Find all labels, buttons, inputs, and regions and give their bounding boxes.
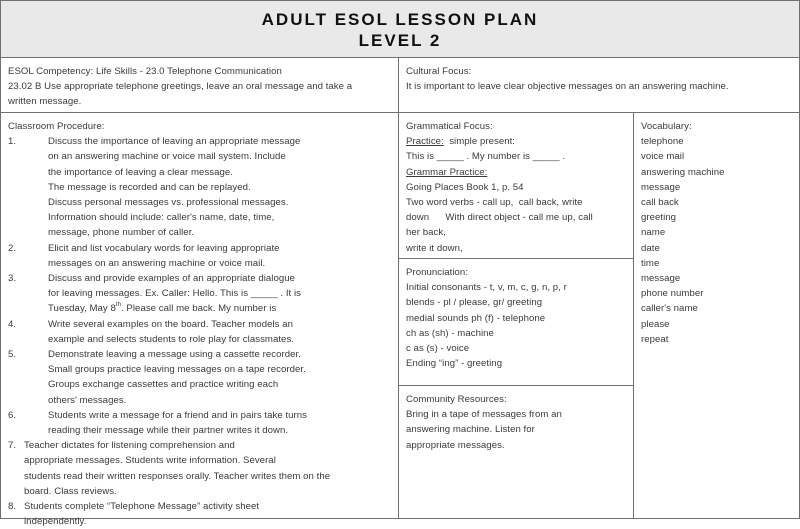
community-line: appropriate messages.	[406, 439, 505, 451]
procedure-step	[8, 347, 392, 408]
competency-line: written message.	[8, 96, 82, 108]
step-line: Tuesday, May 8th. Please call me back. My number is	[48, 302, 277, 315]
step-line: others' messages.	[48, 394, 127, 406]
grammar-verbs-line: Two word verbs - call up, call back, write	[406, 197, 583, 209]
pronunciation-line: blends - pl / please, gr/ greeting	[406, 297, 543, 309]
procedure-step	[8, 271, 392, 317]
pronunciation-line: Ending “ing” - greeting	[406, 358, 503, 370]
step-line: Discuss and provide examples of an appropriate dialogue	[48, 273, 296, 285]
step-number: 7.	[8, 440, 17, 452]
step-line: appropriate messages. Students write information. Several	[24, 455, 276, 467]
cultural-focus-text: It is important to leave clear objective messages on an answering machine.	[406, 81, 729, 93]
step-line: Discuss personal messages vs. professional messages.	[48, 197, 289, 209]
community-line: Bring in a tape of messages from an	[406, 409, 562, 421]
step-line: example and selects students to role play for classmates.	[48, 333, 295, 345]
vocabulary-word: phone number	[641, 288, 704, 300]
competency-cell	[0, 57, 399, 113]
procedure-step	[8, 408, 392, 438]
vocabulary-word: voice mail	[641, 151, 685, 163]
community-label: Community Resources:	[406, 394, 507, 405]
vocabulary-word: message	[641, 181, 681, 193]
procedure-step	[8, 438, 392, 499]
step-line: Students write a message for a friend and in pairs take turns	[48, 409, 308, 421]
vocabulary-word: name	[641, 227, 666, 239]
pronunciation-line: ch as (sh) - machine	[406, 327, 494, 339]
step-line: for leaving messages. Ex. Caller: Hello. This is _____ . It is	[48, 288, 302, 300]
step-line: students read their written responses orally. Teacher writes them on the	[24, 470, 331, 482]
step-line: Write several examples on the board. Teacher models an	[48, 318, 293, 330]
pronunciation-cell	[398, 258, 634, 386]
vocabulary-word: call back	[641, 197, 679, 209]
pronunciation-label: Pronunciation:	[406, 267, 469, 278]
vocabulary-word: please	[641, 318, 670, 330]
procedure-step	[8, 499, 392, 529]
procedure-label: Classroom Procedure:	[8, 121, 105, 132]
step-line: Elicit and list vocabulary words for leaving appropriate	[48, 242, 280, 254]
step-number: 8.	[8, 501, 17, 513]
community-line: answering machine. Listen for	[406, 424, 535, 436]
pronunciation-line: c as (s) - voice	[406, 343, 470, 355]
page-title: ADULT ESOL LESSON PLAN	[261, 10, 539, 29]
step-line: on an answering machine or voice mail system. Include	[48, 151, 286, 163]
step-line: reading their message while their partner writes it down.	[48, 425, 289, 437]
vocabulary-word: greeting	[641, 212, 677, 224]
vocabulary-word: telephone	[641, 136, 684, 148]
procedure-step	[8, 317, 392, 347]
step-line: message, phone number of caller.	[48, 227, 195, 239]
classroom-procedure-cell	[0, 112, 399, 528]
step-line: The message is recorded and can be replayed.	[48, 181, 251, 193]
grammar-example: This is _____ . My number is _____ .	[406, 151, 566, 163]
step-number: 1.	[8, 136, 17, 148]
step-number: 3.	[8, 273, 17, 285]
step-line: Information should include: caller's name, date, time,	[48, 212, 275, 224]
step-line: Teacher dictates for listening comprehension and	[24, 440, 235, 452]
vocabulary-cell	[633, 112, 800, 519]
step-line: Students complete “Telephone Message” activity sheet	[24, 501, 260, 513]
grammar-verbs-line: down With direct object - call me up, call	[406, 212, 593, 224]
vocabulary-word: date	[641, 242, 660, 254]
pronunciation-line: medial sounds ph (f) - telephone	[406, 312, 546, 324]
vocabulary-label: Vocabulary:	[641, 121, 692, 132]
procedure-step	[8, 134, 392, 240]
step-line: independently.	[24, 516, 87, 528]
grammar-book: Going Places Book 1, p. 54	[406, 181, 524, 193]
step-number: 5.	[8, 349, 17, 361]
cultural-focus-cell	[398, 57, 800, 113]
step-line: board. Class reviews.	[24, 485, 117, 497]
community-resources-cell	[398, 385, 634, 519]
step-line: Groups exchange cassettes and practice writing each	[48, 379, 279, 391]
lesson-plan-header	[0, 0, 800, 58]
grammar-label: Grammatical Focus:	[406, 121, 493, 132]
step-line: messages on an answering machine or voice mail.	[48, 257, 266, 269]
vocabulary-word: message	[641, 273, 681, 285]
vocabulary-word: answering machine	[641, 166, 725, 178]
procedure-step	[8, 241, 392, 271]
step-line: Demonstrate leaving a message using a cassette recorder.	[48, 349, 301, 361]
vocabulary-word: time	[641, 257, 660, 269]
grammar-practice-label: Grammar Practice:	[406, 166, 488, 178]
practice-label: Practice:	[406, 136, 444, 148]
vocabulary-word: caller's name	[641, 303, 698, 315]
cultural-focus-label: Cultural Focus:	[406, 66, 472, 77]
step-number: 2.	[8, 242, 17, 254]
grammar-verbs-line: her back,	[406, 227, 446, 239]
step-line: Small groups practice leaving messages on a tape recorder.	[48, 364, 306, 376]
step-number: 4.	[8, 318, 17, 330]
grammar-verbs-line: write it down,	[406, 242, 463, 254]
competency-line: 23.02 B Use appropriate telephone greetings, leave an oral message and take a	[8, 81, 353, 93]
step-number: 6.	[8, 409, 17, 421]
vocabulary-word: repeat	[641, 333, 669, 345]
level-title: LEVEL 2	[358, 31, 442, 50]
pronunciation-line: Initial consonants - t, v, m, c, g, n, p, r	[406, 282, 567, 294]
practice-line: Practice: simple present:	[406, 136, 516, 148]
competency-line: ESOL Competency: Life Skills - 23.0 Telephone Communication	[8, 66, 282, 77]
step-line: the importance of leaving a clear message.	[48, 166, 234, 178]
grammatical-focus-cell	[398, 112, 634, 259]
step-line: Discuss the importance of leaving an appropriate message	[48, 136, 301, 148]
